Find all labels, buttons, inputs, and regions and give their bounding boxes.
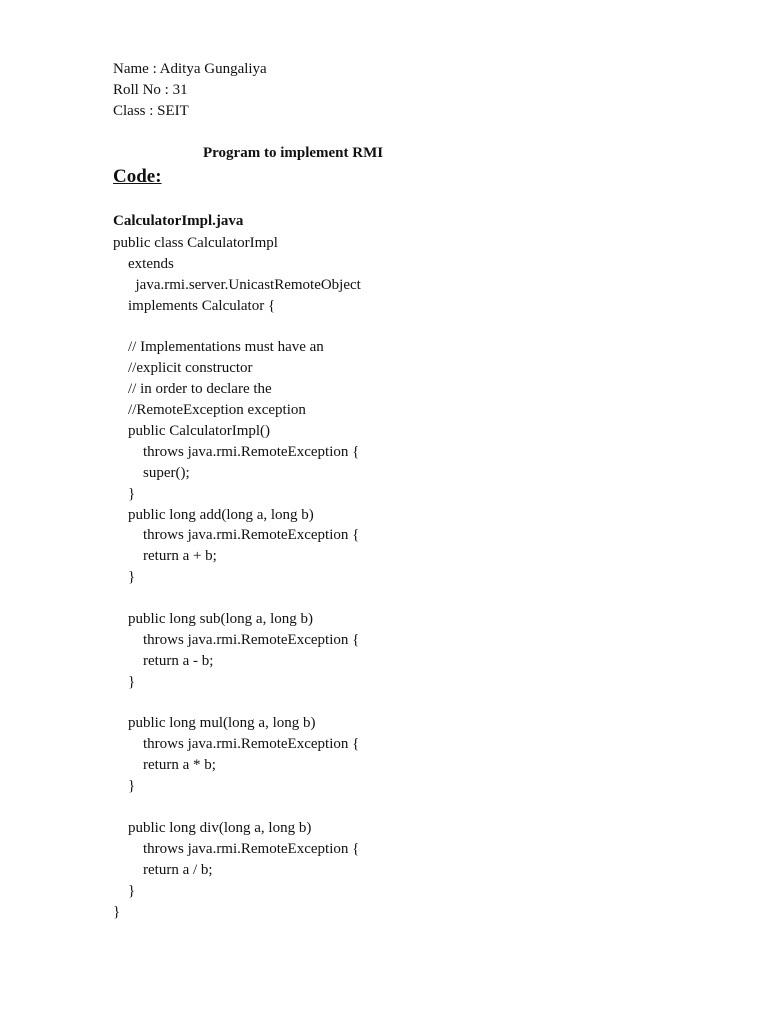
code-line: throws java.rmi.RemoteException { — [113, 840, 360, 857]
code-line: public long mul(long a, long b) — [113, 715, 316, 732]
code-line: return a / b; — [113, 861, 213, 878]
code-line: } — [113, 569, 136, 586]
class-name: Class : SEIT — [113, 103, 189, 119]
code-line: public CalculatorImpl() — [113, 423, 271, 440]
program-title: Program to implement RMI — [203, 145, 384, 161]
file-name-heading: CalculatorImpl.java — [113, 213, 244, 229]
code-listing — [113, 233, 361, 922]
code-line: throws java.rmi.RemoteException { — [113, 631, 360, 648]
code-line: // in order to declare the — [113, 381, 272, 398]
code-line: throws java.rmi.RemoteException { — [113, 527, 360, 544]
code-line: } — [113, 778, 136, 795]
code-line: // Implementations must have an — [113, 339, 324, 356]
code-line: } — [113, 485, 136, 502]
student-name: Name : Aditya Gungaliya — [113, 61, 267, 77]
code-line — [113, 693, 361, 714]
code-line: public class CalculatorImpl — [113, 235, 278, 251]
code-line: public long sub(long a, long b) — [113, 611, 313, 628]
code-line — [113, 588, 361, 609]
code-heading: Code: — [113, 166, 162, 187]
code-line: //RemoteException exception — [113, 402, 306, 419]
roll-number: Roll No : 31 — [113, 82, 188, 98]
code-line: } — [113, 882, 136, 899]
code-line: return a - b; — [113, 652, 214, 669]
code-line: throws java.rmi.RemoteException { — [113, 736, 360, 753]
code-line: } — [113, 903, 121, 920]
code-line — [113, 797, 361, 818]
code-line: return a * b; — [113, 757, 216, 774]
code-line — [113, 317, 361, 338]
code-line: public long add(long a, long b) — [113, 506, 314, 523]
code-line: throws java.rmi.RemoteException { — [113, 443, 360, 460]
code-line: public long div(long a, long b) — [113, 819, 312, 836]
student-info — [113, 59, 267, 122]
code-line: implements Calculator { — [113, 297, 276, 314]
code-line: } — [113, 673, 136, 690]
code-line: super(); — [113, 464, 190, 481]
code-line: //explicit constructor — [113, 360, 253, 377]
code-line: extends — [113, 255, 174, 272]
code-line: return a + b; — [113, 548, 217, 565]
code-line: java.rmi.server.UnicastRemoteObject — [113, 276, 361, 293]
